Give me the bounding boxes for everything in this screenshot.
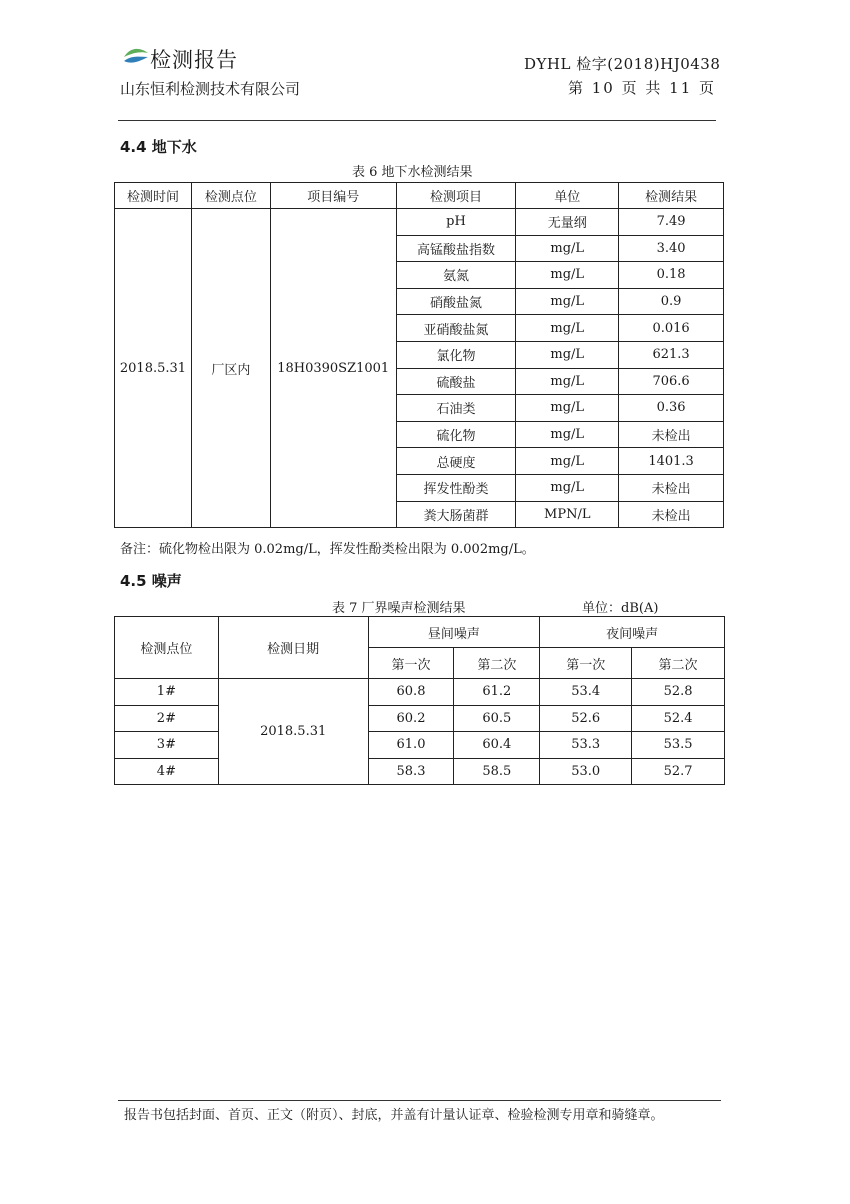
test-result: 未检出: [619, 501, 724, 528]
table-caption-noise: 表 7 厂界噪声检测结果: [332, 601, 466, 616]
test-item: 硫化物: [396, 421, 516, 448]
test-item: 氯化物: [396, 341, 516, 368]
table-row: [115, 732, 725, 759]
column-header: 检测点位: [191, 183, 270, 209]
night-first: 53.3: [540, 732, 632, 759]
test-unit: MPN/L: [516, 501, 619, 528]
test-unit: mg/L: [516, 448, 619, 475]
test-unit: mg/L: [516, 315, 619, 342]
footer-divider: [118, 1100, 721, 1101]
night-second: 53.5: [632, 732, 725, 759]
test-result: 未检出: [619, 421, 724, 448]
section-heading-groundwater: 4.4 地下水: [120, 138, 197, 156]
table-header-row: [115, 617, 725, 648]
column-header: 夜间噪声: [540, 617, 725, 648]
table-row: [115, 679, 725, 706]
day-first: 60.8: [368, 679, 454, 706]
table-row: [115, 758, 725, 785]
column-header: 检测项目: [396, 183, 516, 209]
document-number: DYHL 检字(2018)HJ0438: [524, 55, 721, 73]
test-result: 0.016: [619, 315, 724, 342]
noise-results-table: [114, 616, 725, 785]
test-result: 0.18: [619, 262, 724, 289]
table-note: 备注：硫化物检出限为 0.02mg/L，挥发性酚类检出限为 0.002mg/L。: [120, 542, 535, 557]
test-unit: mg/L: [516, 474, 619, 501]
column-subheader: 第一次: [540, 648, 632, 679]
test-result: 未检出: [619, 474, 724, 501]
measure-point: 2#: [115, 705, 219, 732]
night-second: 52.7: [632, 758, 725, 785]
test-result: 1401.3: [619, 448, 724, 475]
test-unit: mg/L: [516, 341, 619, 368]
section-heading-noise: 4.5 噪声: [120, 572, 182, 590]
test-unit: mg/L: [516, 368, 619, 395]
report-title: 检测报告: [150, 48, 238, 72]
measure-point: 1#: [115, 679, 219, 706]
test-unit: 无量纲: [516, 209, 619, 236]
night-second: 52.4: [632, 705, 725, 732]
day-second: 60.4: [454, 732, 540, 759]
test-item: 亚硝酸盐氮: [396, 315, 516, 342]
column-header: 单位: [516, 183, 619, 209]
groundwater-results-table: [114, 182, 724, 528]
column-subheader: 第一次: [368, 648, 454, 679]
test-result: 621.3: [619, 341, 724, 368]
column-header: 检测结果: [619, 183, 724, 209]
day-second: 60.5: [454, 705, 540, 732]
column-header: 检测时间: [115, 183, 192, 209]
measure-point: 4#: [115, 758, 219, 785]
column-header: 项目编号: [270, 183, 396, 209]
test-result: 7.49: [619, 209, 724, 236]
test-unit: mg/L: [516, 421, 619, 448]
measure-point: 3#: [115, 732, 219, 759]
company-logo-icon: [122, 45, 150, 67]
sampling-location: 厂区内: [191, 209, 270, 528]
night-first: 53.0: [540, 758, 632, 785]
test-item: 硝酸盐氮: [396, 288, 516, 315]
table-caption-groundwater: 表 6 地下水检测结果: [352, 165, 473, 180]
test-unit: mg/L: [516, 288, 619, 315]
column-subheader: 第二次: [632, 648, 725, 679]
day-second: 58.5: [454, 758, 540, 785]
company-name: 山东恒利检测技术有限公司: [120, 80, 301, 98]
measure-date: 2018.5.31: [218, 679, 368, 785]
footer-text: 报告书包括封面、首页、正文（附页）、封底，并盖有计量认证章、检验检测专用章和骑缝章。: [124, 1108, 664, 1123]
table-row: [115, 705, 725, 732]
column-header: 检测点位: [115, 617, 219, 679]
test-item: pH: [396, 209, 516, 236]
test-item: 高锰酸盐指数: [396, 235, 516, 262]
test-result: 0.9: [619, 288, 724, 315]
test-result: 706.6: [619, 368, 724, 395]
sampling-date: 2018.5.31: [115, 209, 192, 528]
column-subheader: 第二次: [454, 648, 540, 679]
test-item: 石油类: [396, 395, 516, 422]
day-first: 58.3: [368, 758, 454, 785]
night-first: 52.6: [540, 705, 632, 732]
test-unit: mg/L: [516, 235, 619, 262]
page-indicator: 第 10 页 共 11 页: [568, 79, 717, 97]
test-item: 总硬度: [396, 448, 516, 475]
column-header: 检测日期: [218, 617, 368, 679]
header-divider: [118, 120, 716, 121]
sample-id: 18H0390SZ1001: [270, 209, 396, 528]
test-result: 3.40: [619, 235, 724, 262]
night-second: 52.8: [632, 679, 725, 706]
day-first: 61.0: [368, 732, 454, 759]
unit-note: 单位：dB(A): [582, 601, 659, 616]
test-result: 0.36: [619, 395, 724, 422]
test-unit: mg/L: [516, 395, 619, 422]
test-item: 硫酸盐: [396, 368, 516, 395]
test-unit: mg/L: [516, 262, 619, 289]
test-item: 粪大肠菌群: [396, 501, 516, 528]
column-header: 昼间噪声: [368, 617, 540, 648]
night-first: 53.4: [540, 679, 632, 706]
table-row: [115, 209, 724, 236]
day-second: 61.2: [454, 679, 540, 706]
test-item: 氨氮: [396, 262, 516, 289]
day-first: 60.2: [368, 705, 454, 732]
table-header-row: [115, 183, 724, 209]
test-item: 挥发性酚类: [396, 474, 516, 501]
